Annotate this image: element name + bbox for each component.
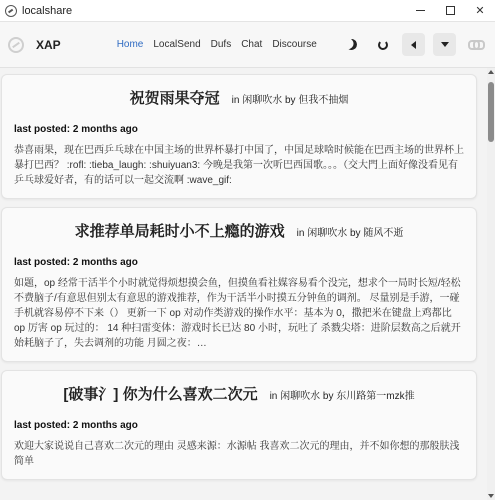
theme-toggle-button[interactable] bbox=[340, 33, 363, 56]
topic-last-posted: last posted: 2 months ago bbox=[14, 124, 138, 135]
window-title: localshare bbox=[22, 4, 73, 17]
topic-meta: in 闲聊吹水 by 东川路第一mzk推 bbox=[269, 391, 415, 402]
nav-discourse[interactable]: Discourse bbox=[272, 39, 317, 50]
topic-title[interactable]: 祝贺雨果夺冠 bbox=[129, 90, 220, 107]
back-button[interactable] bbox=[402, 33, 425, 56]
moon-icon bbox=[344, 37, 358, 51]
scroll-thumb[interactable] bbox=[488, 82, 494, 142]
topic-last-posted: last posted: 2 months ago bbox=[14, 257, 138, 268]
nav-chat[interactable]: Chat bbox=[241, 39, 263, 50]
maximize-button[interactable] bbox=[435, 0, 465, 22]
refresh-button[interactable] bbox=[371, 33, 394, 56]
header-actions bbox=[332, 33, 487, 56]
site-header bbox=[0, 22, 495, 68]
topic-header bbox=[14, 383, 464, 404]
app-logo-icon bbox=[5, 5, 17, 17]
topic-excerpt: 欢迎大家说说自己喜欢二次元的理由 灵感来源：水源帖 我喜欢二次元的理由，并不如你想的那般肤浅 简单 bbox=[14, 441, 460, 467]
minimize-icon bbox=[416, 10, 425, 11]
topic-list bbox=[0, 68, 487, 500]
nav-dufs[interactable]: Dufs bbox=[210, 39, 232, 50]
close-icon: ✕ bbox=[475, 5, 485, 17]
link-button[interactable] bbox=[464, 33, 487, 56]
topic-meta: in 闲聊吹水 by 但我不抽烟 bbox=[231, 95, 349, 106]
site-title[interactable]: XAP bbox=[36, 37, 61, 52]
main-nav bbox=[117, 39, 327, 50]
refresh-icon bbox=[378, 40, 388, 50]
window-controls bbox=[405, 0, 495, 22]
link-icon bbox=[468, 40, 483, 50]
topic-card[interactable] bbox=[1, 74, 477, 199]
topic-title[interactable]: [破事氵] 你为什么喜欢二次元 bbox=[63, 386, 258, 403]
topic-excerpt: 如题，op 经常干活半个小时就觉得烦想摸会鱼，但摸鱼看社媒容易看个没完，想求个一局时长短/轻松不费脑子/有意思但别太有意思的游戏推荐，作为干活半小时摸五分钟鱼的调剂。 尽量别是手游，一碰手机就容易停不下来（） 更新一下 op 对动作类游戏的操作水平：基本为 0，撒把米在键盘上鸡都比 op 厉害 op 玩过的： 14 种扫雷变体：游戏时长已达 80 小时，玩吐了 杀戮尖塔：进阶层数高之后就开始耗脑子了，失去调剂的功能 月圆之夜：… bbox=[14, 278, 461, 349]
scroll-up-icon[interactable] bbox=[488, 70, 494, 74]
topic-card[interactable] bbox=[1, 207, 477, 362]
topic-title[interactable]: 求推荐单局耗时小不上瘾的游戏 bbox=[74, 223, 285, 240]
topic-header bbox=[14, 87, 464, 108]
topic-meta: in 闲聊吹水 by 随风不逝 bbox=[296, 228, 404, 239]
dropdown-icon bbox=[441, 42, 449, 47]
nav-home[interactable]: Home bbox=[116, 39, 144, 50]
site-logo-icon[interactable] bbox=[8, 37, 24, 53]
close-button[interactable] bbox=[465, 0, 495, 22]
back-icon bbox=[411, 41, 416, 49]
topic-card[interactable] bbox=[1, 370, 477, 480]
dropdown-button[interactable] bbox=[433, 33, 456, 56]
nav-localsend[interactable]: LocalSend bbox=[153, 39, 201, 50]
window-titlebar bbox=[0, 0, 495, 22]
maximize-icon bbox=[446, 6, 455, 15]
topic-header bbox=[14, 220, 464, 241]
topic-excerpt: 恭喜雨果，现在巴西乒乓球在中国主场的世界杯暴打中国了，中国足球啥时候能在巴西主场的世界杯上暴打巴西？ :rofl: :tieba_laugh: :shuiyuan3: 今晚是我第一次听巴西国歌。。。（交大門上面好像没看见有乒乓球爱好者，有的话可以一起交流啊 :wave_gif: bbox=[14, 145, 464, 186]
minimize-button[interactable] bbox=[405, 0, 435, 22]
topic-last-posted: last posted: 2 months ago bbox=[14, 420, 138, 431]
scroll-down-icon[interactable] bbox=[488, 494, 494, 498]
vertical-scrollbar[interactable] bbox=[487, 68, 495, 500]
